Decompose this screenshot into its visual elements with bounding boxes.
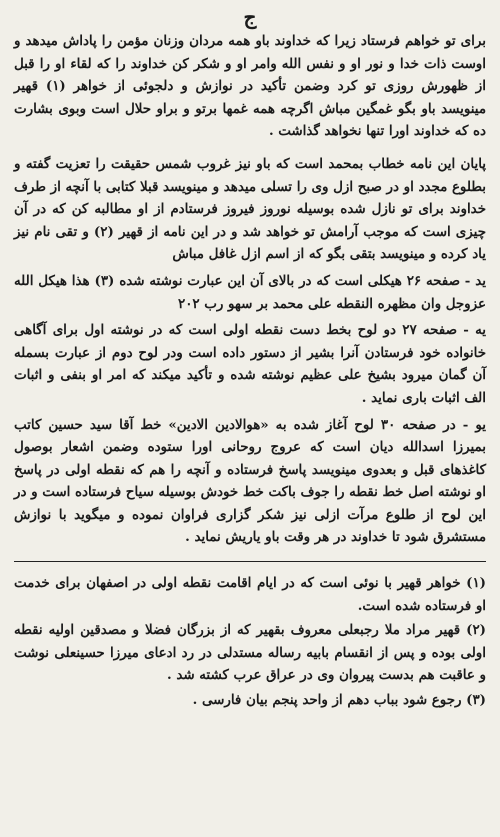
main-text (14, 30, 486, 549)
footnote-2: (۲) قهیر مراد ملا رجبعلی معروف بقهیر که از بزرگان فضلا و مصدقین اولیه نقطه اولی بوده و پس از انقسام بابیه رساله مستدلی در رد ادعای میرزا حسینعلی نوشت و عاقبت هم بدست پیروان وی در عراق عرب کشته شد . (14, 622, 486, 684)
footnote-divider (14, 561, 486, 562)
paragraph-3 (14, 270, 486, 315)
footnotes (14, 572, 486, 712)
item-text: هیکلی است که در بالای آن این عبارت نوشته شده (۳) هذا هیکل الله عزوجل وان مظهره النقطه علی محمد بر سهو رب ۲۰۲ (14, 272, 486, 312)
paragraph-4: یه - صفحه ۲۷ دو لوح بخط دست نقطه اولی است که در نوشته اول برای آگاهی خانواده خود فرستادن آنرا بشیر از دستور داده است ودر لوح دوم از عبارت بسمله آن گمان میرود بشیخ علی عظیم نوشته شده و تأکید میکند که امر او بنفی و اثبات الف اثبات باری نماید . (14, 322, 487, 406)
paragraph-5: یو - در صفحه ۳۰ لوح آغاز شده به «هوالادین الادین» خط آقا سید حسین کاتب بمیرزا اسدالله دیان است که عروج روحانی اورا ستوده وضمن اشعار بوصول کاغذهای قبل و بعدوی مینویسد پاسخ فرستاده و آنچه را هم که نقطه اولی در پاسخ او نوشته اصل خط نقطه را جوف باکت خط خودش بوسیله سیاح فرستاده است و در این لوح از طلوع مرآت ازلی نیز شکر گزاری فراوان نموده و میگوید با نوازش مستشرق شود تا خداوند در هر وقت باو یاریش نماید . (14, 416, 487, 546)
footnote-3: (۳) رجوع شود بباب دهم از واحد پنجم بیان فارسی . (192, 692, 486, 709)
paragraph-1: برای تو خواهم فرستاد زیرا که خداوند باو همه مردان وزنان مؤمن را پاداش میدهد و اوست ذات خدا و نور او و نفس الله وامر او و شکر کن خداوند را که لقاء او را قبل از ظهورش روزی تو کرد وضمن تأکید در نوازش و دلجوئی از خواهر (۱) قهیر مینویسد باو بگو غمگین مباش اگرچه همه غمها برتو و براو حلال است وبوی بشارت ده که خداوند اورا تنها نخواهد گذاشت . (14, 33, 486, 140)
paragraph-2: پایان این نامه خطاب بمحمد است که باو نیز غروب شمس حقیقت را تعزیت گفته و بطلوع مجدد او در صبح ازل وی را تسلی میدهد و مینویسد قبلا کتابی با آنچه از طرف خداوند برای تو نازل شده بوسیله نوروز فیروز فرستادم از او مطالبه کن که در آن چیزی است که موجب آرامش تو خواهد شد و در این نامه از قهیر (۲) و تقی نام نیز یاد کرده و مینویسد بتقی بگو که از اسم ازل غافل مباش (14, 155, 486, 263)
footnote-1: (۱) خواهر قهیر با نوئی است که در ایام اقامت نقطه اولی در اصفهان برای خدمت او فرستاده شده است. (14, 575, 486, 614)
item-marker: ید - صفحه ۲۶ (406, 272, 486, 289)
page-letter: ج (243, 5, 257, 29)
